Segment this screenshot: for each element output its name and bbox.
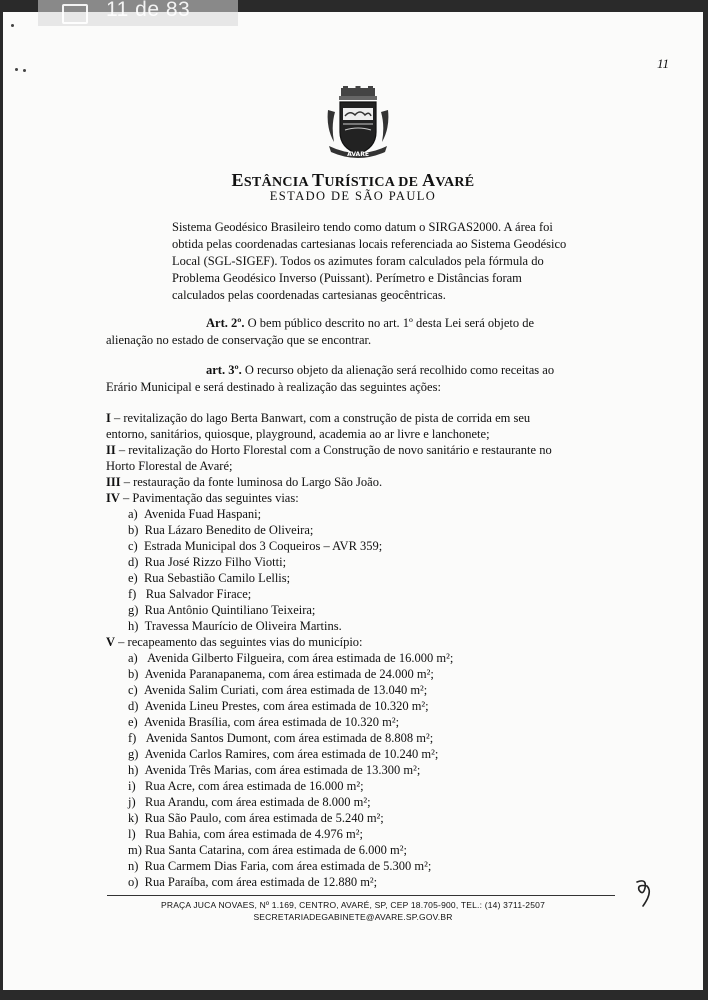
list-item: h) Avenida Três Marias, com área estimada de 13.300 m²;: [128, 763, 421, 777]
list-item: II – revitalização do Horto Florestal com a Construção de novo sanitário e restaurante no: [106, 443, 552, 457]
municipality-title: ESTÂNCIA TURÍSTICA DE AVARÉ: [231, 170, 475, 190]
list-item: g) Avenida Carlos Ramires, com área estimada de 10.240 m²;: [128, 747, 439, 761]
list-item: l) Rua Bahia, com área estimada de 4.976 m²;: [128, 827, 363, 841]
footer-divider: [107, 895, 615, 896]
list-item: a) Avenida Fuad Haspani;: [128, 507, 262, 521]
state-subtitle: ESTADO DE SÃO PAULO: [269, 189, 437, 203]
list-item: III – restauração da fonte luminosa do Largo São João.: [106, 475, 383, 489]
list-item: j) Rua Arandu, com área estimada de 8.000 m²;: [128, 795, 371, 809]
list-item: a) Avenida Gilberto Filgueira, com área estimada de 16.000 m²;: [128, 651, 454, 665]
paragraph-line: O recurso objeto da alienação será recolhido como receitas ao: [241, 363, 555, 377]
list-item: i) Rua Acre, com área estimada de 16.000 m²;: [128, 779, 364, 793]
list-item: b) Avenida Paranapanema, com área estimada de 24.000 m²;: [128, 667, 434, 681]
paragraph-line: calculados pelas coordenadas cartesianas geocêntricas.: [172, 288, 446, 302]
footer-email: SECRETARIADEGABINETE@AVARE.SP.GOV.BR: [253, 912, 453, 922]
paragraph-line: Local (SGL-SIGEF). Todos os azimutes foram calculados pela fórmula do: [172, 254, 544, 268]
page-indicator: [38, 0, 238, 26]
list-item: k) Rua São Paulo, com área estimada de 5.240 m²;: [128, 811, 384, 825]
list-item: d) Avenida Lineu Prestes, com área estimada de 10.320 m²;: [128, 699, 429, 713]
list-item: c) Estrada Municipal dos 3 Coqueiros – AVR 359;: [128, 539, 383, 553]
article-label: art. 3º.: [206, 363, 242, 377]
paragraph-line: obtida pelas coordenadas cartesianas locais referenciada ao Sistema Geodésico: [172, 237, 567, 251]
list-item: o) Rua Paraíba, com área estimada de 12.880 m²;: [128, 875, 378, 889]
list-item: V – recapeamento das seguintes vias do município:: [106, 635, 363, 649]
list-item: d) Rua José Rizzo Filho Viotti;: [128, 555, 287, 569]
list-item: f) Rua Salvador Firace;: [128, 587, 252, 601]
scan-speck: [23, 69, 26, 72]
list-item: b) Rua Lázaro Benedito de Oliveira;: [128, 523, 314, 537]
list-item: c) Avenida Salim Curiati, com área estimada de 13.040 m²;: [128, 683, 428, 697]
list-item: IV – Pavimentação das seguintes vias:: [106, 491, 299, 505]
list-item: I – revitalização do lago Berta Banwart, com a construção de pista de corrida em seu: [106, 411, 531, 425]
footer-address: PRAÇA JUCA NOVAES, Nº 1.169, CENTRO, AVARÉ, SP, CEP 18.705-900, TEL.: (14) 3711-2507: [160, 900, 545, 910]
paragraph-line: alienação no estado de conservação que se encontrar.: [106, 333, 372, 347]
page-indicator-text: 11 de 83: [106, 0, 191, 21]
list-item: e) Rua Sebastião Camilo Lellis;: [128, 571, 291, 585]
list-item: g) Rua Antônio Quintiliano Teixeira;: [128, 603, 316, 617]
list-item: n) Rua Carmem Dias Faria, com área estimada de 5.300 m²;: [128, 859, 432, 873]
paragraph-line: Sistema Geodésico Brasileiro tendo como datum o SIRGAS2000. A área foi: [172, 220, 553, 234]
scan-speck: [15, 68, 18, 71]
list-item-continued: entorno, sanitários, quiosque, playground, academia ao ar livre e lanchonete;: [106, 427, 490, 441]
list-item: f) Avenida Santos Dumont, com área estimada de 8.808 m²;: [128, 731, 434, 745]
page-thumbnail-icon: [62, 4, 88, 24]
paragraph-line: Problema Geodésico Inverso (Puissant). Perímetro e Distâncias foram: [172, 271, 522, 285]
city-crest-icon: [325, 86, 391, 162]
article-label: Art. 2º.: [206, 316, 245, 330]
list-item: e) Avenida Brasília, com área estimada de 10.320 m²;: [128, 715, 400, 729]
scan-speck: [11, 24, 14, 27]
paragraph-line: Erário Municipal e será destinado à realização das seguintes ações:: [106, 380, 441, 394]
page-number: 11: [657, 56, 670, 71]
crest-banner-text: AVARÉ: [347, 151, 369, 158]
list-item-continued: Horto Florestal de Avaré;: [106, 459, 233, 473]
document-page: [3, 12, 703, 990]
list-item: h) Travessa Maurício de Oliveira Martins.: [128, 619, 342, 633]
paragraph-line: O bem público descrito no art. 1º desta Lei será objeto de: [244, 316, 535, 330]
list-item: m) Rua Santa Catarina, com área estimada de 6.000 m²;: [128, 843, 408, 857]
